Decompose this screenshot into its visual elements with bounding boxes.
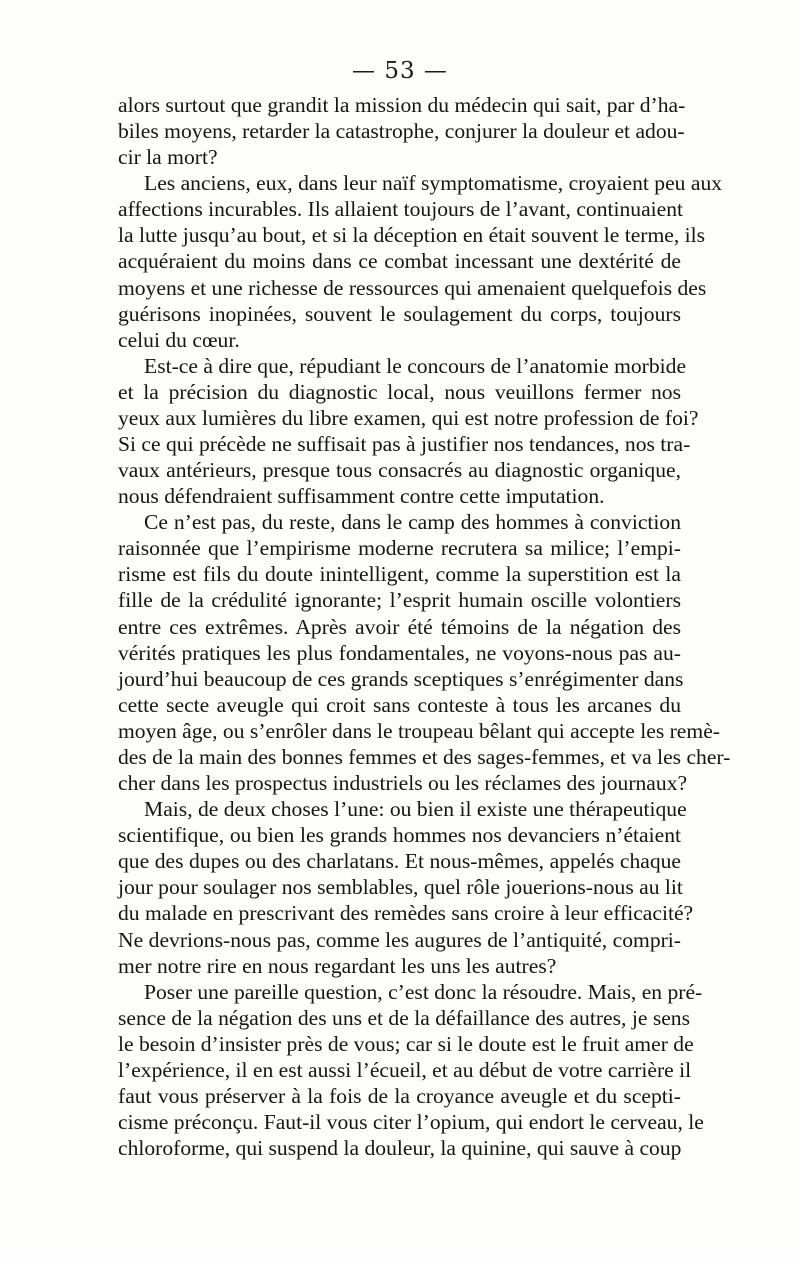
text-line: Ne devrions-nous pas, comme les augures de l’antiquité, compri-: [118, 927, 681, 952]
text-line: vaux antérieurs, presque tous consacrés au diagnostic organique,: [118, 458, 681, 483]
text-line: l’expérience, il en est aussi l’écueil, et au début de votre carrière il: [118, 1057, 692, 1082]
text-line: cisme préconçu. Faut-il vous citer l’opium, qui endort le cerveau, le: [118, 1110, 704, 1135]
text-line: sence de la négation des uns et de la défaillance des autres, je sens: [118, 1005, 691, 1030]
text-line: jourd’hui beaucoup de ces grands sceptiques s’enrégimenter dans: [118, 666, 684, 691]
page-number: — 53 —: [352, 58, 448, 84]
paragraph: [118, 353, 699, 509]
text-line: Les anciens, eux, dans leur naïf symptomatisme, croyaient peu aux: [144, 171, 723, 196]
text-line: alors surtout que grandit la mission du médecin qui sait, par d’ha-: [118, 93, 686, 117]
text-line: moyen âge, ou s’enrôler dans le troupeau bêlant qui accepte les remè-: [118, 718, 720, 743]
text-line: que des dupes ou des charlatans. Et nous-mêmes, appelés chaque: [118, 849, 681, 874]
text-line: Poser une pareille question, c’est donc la résoudre. Mais, en pré-: [144, 979, 703, 1004]
text-line: raisonnée que l’empirisme moderne recrutera sa milice; l’empi-: [118, 536, 681, 561]
paragraph: [118, 170, 723, 353]
text-line: cir la mort?: [118, 145, 218, 170]
text-line: jour pour soulager nos semblables, quel rôle jouerions-nous au lit: [118, 875, 683, 900]
text-line: affections incurables. Ils allaient toujours de l’avant, continuaient: [118, 197, 684, 222]
text-line: entre ces extrêmes. Après avoir été témoins de la négation des: [118, 614, 681, 639]
paragraph: [118, 509, 731, 796]
text-line: risme est fils du doute inintelligent, comme la superstition est la: [118, 562, 681, 587]
paragraph: [118, 92, 686, 170]
text-line: guérisons inopinées, souvent le soulagement du corps, toujours: [118, 301, 681, 326]
text-line: Mais, de deux choses l’une: ou bien il existe une thérapeutique: [144, 797, 687, 822]
text-line: Ce n’est pas, du reste, dans le camp des hommes à conviction: [144, 510, 681, 535]
text-line: cher dans les prospectus industriels ou les réclames des journaux?: [118, 771, 688, 796]
text-line: nous défendraient suffisamment contre cette imputation.: [118, 484, 605, 509]
text-line: Est-ce à dire que, répudiant le concours de l’anatomie morbide: [144, 353, 687, 378]
text-line: faut vous préserver à la fois de la croyance aveugle et du scepti-: [118, 1083, 681, 1108]
text-line: cette secte aveugle qui croit sans conteste à tous les arcanes du: [118, 692, 681, 717]
text-line: le besoin d’insister près de vous; car si le doute est le fruit amer de: [118, 1031, 694, 1056]
text-line: chloroforme, qui suspend la douleur, la quinine, qui sauve à coup: [118, 1136, 682, 1161]
text-line: vérités pratiques les plus fondamentales, ne voyons-nous pas au-: [118, 640, 681, 665]
text-line: celui du cœur.: [118, 327, 240, 352]
paragraph: [118, 979, 704, 1162]
text-line: acquéraient du moins dans ce combat incessant une dextérité de: [118, 249, 681, 274]
text-line: des de la main des bonnes femmes et des sages-femmes, et va les cher-: [118, 744, 731, 769]
text-line: biles moyens, retarder la catastrophe, conjurer la douleur et adou-: [118, 119, 685, 144]
text-line: scientifique, ou bien les grands hommes nos devanciers n’étaient: [118, 823, 681, 848]
text-line: et la précision du diagnostic local, nous veuillons fermer nos: [118, 379, 681, 404]
body-text: [118, 92, 731, 1161]
paragraph: [118, 796, 694, 979]
text-line: yeux aux lumières du libre examen, qui est notre profession de foi?: [118, 405, 699, 430]
text-line: la lutte jusqu’au bout, et si la déception en était souvent le terme, ils: [118, 223, 706, 248]
text-line: fille de la crédulité ignorante; l’esprit humain oscille volontiers: [118, 588, 681, 613]
text-line: du malade en prescrivant des remèdes sans croire à leur efficacité?: [118, 901, 694, 926]
text-line: Si ce qui précède ne suffisait pas à justifier nos tendances, nos tra-: [118, 432, 691, 457]
text-line: moyens et une richesse de ressources qui amenaient quelquefois des: [118, 275, 707, 300]
text-line: mer notre rire en nous regardant les uns les autres?: [118, 953, 557, 978]
